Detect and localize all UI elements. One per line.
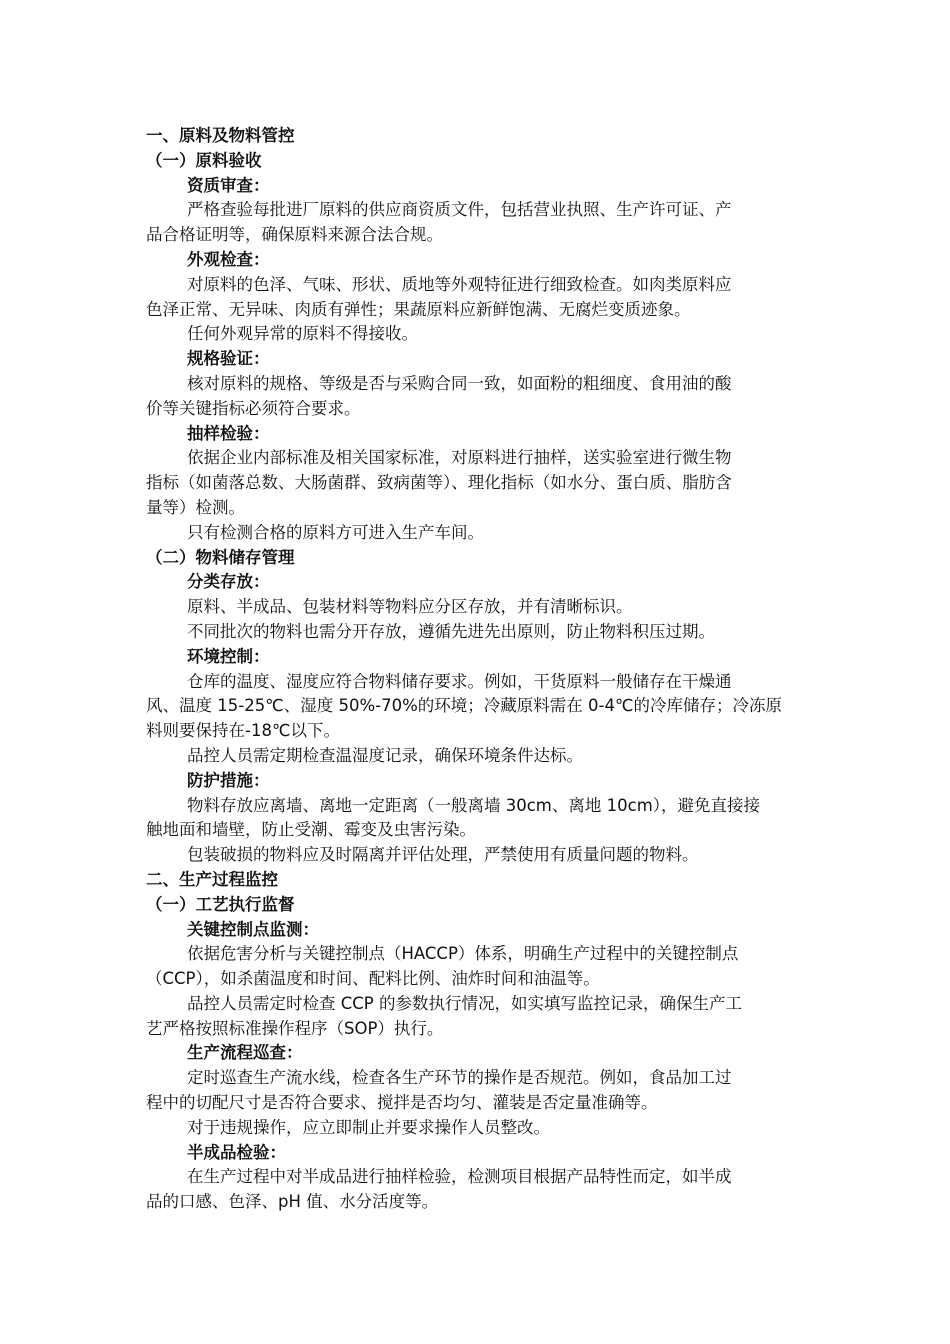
paragraph-line: 料则要保持在-18℃以下。 xyxy=(146,721,340,741)
paragraph-line: 程中的切配尺寸是否符合要求、搅拌是否均匀、灌装是否定量准确等。 xyxy=(146,1093,658,1113)
item-heading: 生产流程巡查： xyxy=(187,1043,303,1063)
paragraph-line: 包装破损的物料应及时隔离并评估处理，严禁使用有质量问题的物料。 xyxy=(187,845,699,865)
paragraph-line: 量等）检测。 xyxy=(146,497,245,517)
paragraph-line: 原料、半成品、包装材料等物料应分区存放，并有清晰标识。 xyxy=(187,597,633,617)
item-heading: 环境控制： xyxy=(187,646,270,666)
item-heading: 抽样检验： xyxy=(187,423,270,443)
section-heading: 一、原料及物料管控 xyxy=(146,126,295,145)
item-heading: 半成品检验： xyxy=(187,1142,286,1162)
paragraph-line: 对于违规操作，应立即制止并要求操作人员整改。 xyxy=(187,1117,550,1137)
paragraph-line: 依据企业内部标准及相关国家标准，对原料进行抽样，送实验室进行微生物 xyxy=(187,448,732,468)
subsection-heading: （一）工艺执行监督 xyxy=(146,894,295,914)
paragraph-line: 触地面和墙壁，防止受潮、霉变及虫害污染。 xyxy=(146,820,476,840)
subsection-heading: （二）物料储存管理 xyxy=(146,547,295,567)
section-heading: 二、生产过程监控 xyxy=(146,869,278,889)
item-heading: 规格验证： xyxy=(187,349,270,369)
paragraph-line: 价等关键指标必须符合要求。 xyxy=(146,398,361,418)
paragraph-line: 品控人员需定期检查温湿度记录，确保环境条件达标。 xyxy=(187,745,583,765)
paragraph-line: 色泽正常、无异味、肉质有弹性；果蔬原料应新鲜饱满、无腐烂变质迹象。 xyxy=(146,299,691,319)
item-heading: 资质审查： xyxy=(187,175,270,195)
item-heading: 分类存放： xyxy=(187,572,270,592)
paragraph-line: 依据危害分析与关键控制点（HACCP）体系，明确生产过程中的关键控制点 xyxy=(187,944,739,964)
paragraph-line: 定时巡查生产流水线，检查各生产环节的操作是否规范。例如，食品加工过 xyxy=(187,1068,732,1088)
subsection-heading: （一）原料验收 xyxy=(146,150,262,170)
paragraph-line: 核对原料的规格、等级是否与采购合同一致，如面粉的粗细度、食用油的酸 xyxy=(187,373,732,393)
item-heading: 外观检查： xyxy=(187,249,270,269)
paragraph-line: 在生产过程中对半成品进行抽样检验，检测项目根据产品特性而定，如半成 xyxy=(187,1167,732,1187)
item-heading: 防护措施： xyxy=(187,770,270,790)
paragraph-line: （CCP），如杀菌温度和时间、配料比例、油炸时间和油温等。 xyxy=(146,969,600,989)
paragraph-line: 不同批次的物料也需分开存放，遵循先进先出原则，防止物料积压过期。 xyxy=(187,621,715,641)
paragraph-line: 对原料的色泽、气味、形状、质地等外观特征进行细致检查。如肉类原料应 xyxy=(187,274,732,294)
paragraph-line: 品的口感、色泽、pH 值、水分活度等。 xyxy=(146,1192,439,1212)
paragraph-line: 只有检测合格的原料方可进入生产车间。 xyxy=(187,522,484,542)
paragraph-line: 艺严格按照标准操作程序（SOP）执行。 xyxy=(146,1018,444,1038)
paragraph-line: 严格查验每批进厂原料的供应商资质文件，包括营业执照、生产许可证、产 xyxy=(187,200,732,220)
paragraph-line: 风、温度 15-25℃、湿度 50%-70%的环境；冷藏原料需在 0-4℃的冷库储存；冷冻原 xyxy=(146,696,782,716)
paragraph-line: 品合格证明等，确保原料来源合法合规。 xyxy=(146,225,443,245)
paragraph-line: 仓库的温度、湿度应符合物料储存要求。例如，干货原料一般储存在干燥通 xyxy=(187,671,732,691)
document-body xyxy=(146,124,806,1215)
paragraph-line: 指标（如菌落总数、大肠菌群、致病菌等）、理化指标（如水分、蛋白质、脂肪含 xyxy=(146,473,732,493)
paragraph-line: 任何外观异常的原料不得接收。 xyxy=(187,324,418,344)
paragraph-line: 品控人员需定时检查 CCP 的参数执行情况，如实填写监控记录，确保生产工 xyxy=(187,993,742,1013)
paragraph-line: 物料存放应离墙、离地一定距离（一般离墙 30cm、离地 10cm），避免直接接 xyxy=(187,795,761,815)
item-heading: 关键控制点监测： xyxy=(187,919,319,939)
